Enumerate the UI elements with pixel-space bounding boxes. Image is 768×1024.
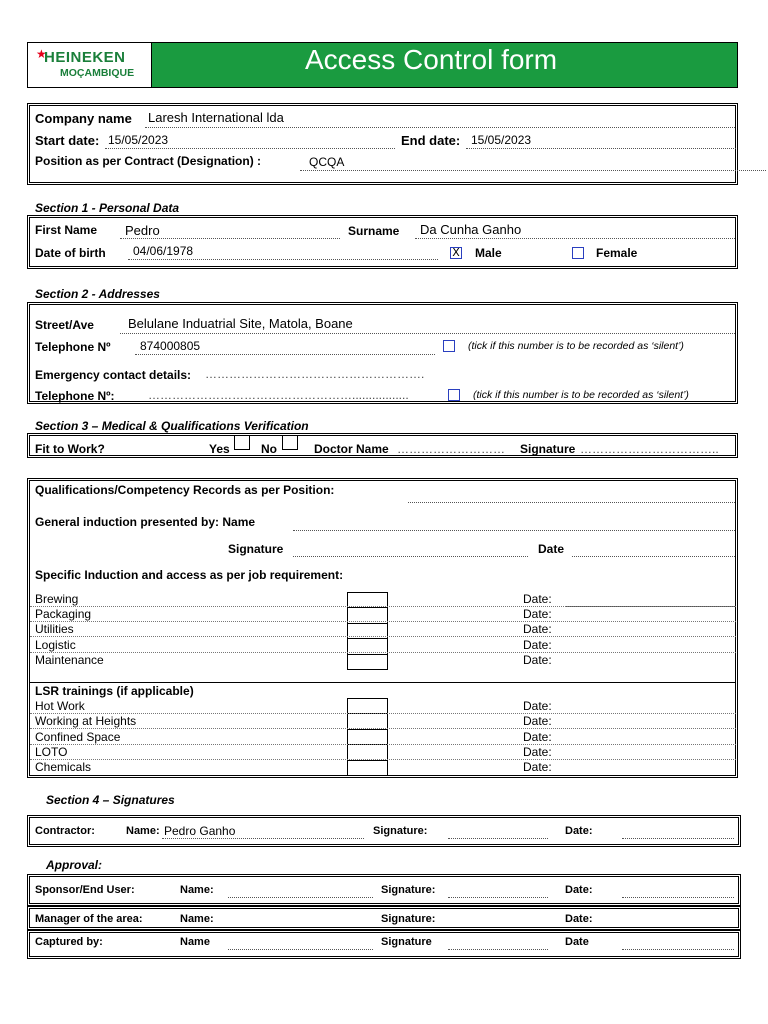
contractor-date-label: Date: [565,825,593,837]
approval-signature-line[interactable] [448,949,548,950]
approval-name-line[interactable] [228,949,373,950]
contractor-label: Contractor: [35,825,95,837]
specific-item: Maintenance [35,653,104,667]
lsr-check-grid [347,698,388,776]
doctor-signature-dots[interactable]: …………………………….. [580,442,719,456]
yes-label: Yes [209,442,230,456]
male-checkbox[interactable]: X [450,247,462,259]
approval-role: Captured by: [35,936,103,948]
first-name-label: First Name [35,223,98,237]
doctor-name-dots[interactable]: ……………………… [397,442,505,456]
approval-date-line[interactable] [622,897,734,898]
approval-signature-label: Signature: [381,884,436,896]
date-label: Date: [523,730,552,744]
date-label: Date: [523,653,552,667]
male-label: Male [475,246,502,260]
date-line [566,606,735,607]
no-box[interactable] [282,436,298,450]
records-line [408,502,735,503]
company-logo [28,43,152,87]
street-value[interactable]: Belulane Induatrial Site, Matola, Boane [128,316,353,331]
date-label: Date: [523,760,552,774]
surname-value[interactable]: Da Cunha Ganho [420,222,522,237]
star-icon: ★ [36,47,47,61]
surname-line [415,238,735,239]
approval-name-label: Name: [180,913,214,925]
contractor-name-value[interactable]: Pedro Ganho [164,824,236,838]
contractor-name-line [162,838,364,839]
date-label: Date: [523,592,552,606]
approval-date-label: Date: [565,913,593,925]
telephone-value[interactable]: 874000805 [140,339,201,353]
row-line [30,759,736,760]
approval-signature-line[interactable] [448,897,548,898]
row-line [30,713,736,714]
doctor-name-label: Doctor Name [314,442,389,456]
contractor-date-line[interactable] [622,838,734,839]
silent-checkbox[interactable] [443,340,455,352]
no-label: No [261,442,277,456]
lsr-item: Chemicals [35,760,92,774]
yes-box[interactable] [234,436,250,450]
specific-label: Specific Induction and access as per job requirement: [35,568,344,582]
approval-name-line[interactable] [228,897,373,898]
section4-heading: Section 4 – Signatures [46,793,175,807]
doctor-signature-label: Signature [520,442,576,456]
row-line [30,744,736,745]
street-line [120,333,735,334]
dob-line [128,259,438,260]
section3-heading: Section 3 – Medical & Qualifications Verification [35,419,309,433]
specific-item: Utilities [35,622,74,636]
telephone-line [135,354,435,355]
first-name-value[interactable]: Pedro [125,223,160,238]
approval-name-label: Name: [180,884,214,896]
date-label: Date: [523,638,552,652]
induction-label: General induction presented by: Name [35,515,256,529]
approval-date-label: Date [565,936,589,948]
approval-date-label: Date: [565,884,593,896]
induction-date-label: Date [538,542,565,556]
contractor-name-label: Name: [126,825,160,837]
silent-note2: (tick if this number is to be recorded as ‘silent’) [473,389,689,401]
records-label: Qualifications/Competency Records as per Position: [35,483,335,497]
surname-label: Surname [348,224,400,238]
section1-heading: Section 1 - Personal Data [35,201,180,215]
end-date-label: End date: [401,133,461,148]
contractor-signature-label: Signature: [373,825,428,837]
company-name-label: Company name [35,111,132,126]
row-line [30,621,736,622]
dob-value[interactable]: 04/06/1978 [133,244,194,258]
position-value[interactable]: QCQA [309,155,345,169]
date-label: Date: [523,714,552,728]
logo-line1: HEINEKEN [44,49,126,66]
silent2-checkbox[interactable] [448,389,460,401]
end-date-value[interactable]: 15/05/2023 [471,133,532,147]
date-label: Date: [523,622,552,636]
approval-signature-label: Signature: [381,913,436,925]
specific-item: Packaging [35,607,92,621]
approval-signature-label: Signature [381,936,432,948]
induction-signature-label: Signature [228,542,284,556]
company-name-line [145,127,735,128]
start-date-label: Start date: [35,133,100,148]
date-label: Date: [523,745,552,759]
telephone-label: Telephone Nº [35,340,111,354]
specific-item: Logistic [35,638,76,652]
approval-role: Sponsor/End User: [35,884,135,896]
row-line [30,636,736,637]
page-title: Access Control form [305,44,558,75]
approval-date-line[interactable] [622,949,734,950]
grid-cell[interactable] [348,730,387,745]
start-date-line [105,148,395,149]
lsr-item: Working at Heights [35,714,137,728]
telephone2-label: Telephone Nº: [35,389,115,403]
company-name-value[interactable]: Laresh International lda [148,110,284,125]
start-date-value[interactable]: 15/05/2023 [108,133,169,147]
end-date-line [466,148,736,149]
row-line [30,728,736,729]
emergency-label: Emergency contact details: [35,368,192,382]
date-label: Date: [523,699,552,713]
lsr-label: LSR trainings (if applicable) [35,684,194,698]
dob-label: Date of birth [35,246,106,260]
silent-note: (tick if this number is to be recorded as ‘silent’) [468,340,684,352]
specific-check-grid [347,592,388,670]
lsr-divider [30,682,736,683]
induction-date-line [572,556,735,557]
female-label: Female [596,246,638,260]
row-line [30,652,736,653]
female-checkbox[interactable] [572,247,584,259]
approval-name-label: Name [180,936,210,948]
approval-heading: Approval: [46,858,103,872]
first-name-line [120,238,340,239]
telephone2-dots[interactable]: ……………………………………………................. [148,388,409,402]
date-label: Date: [523,607,552,621]
grid-cell[interactable] [348,761,387,776]
contractor-signature-line[interactable] [448,838,548,839]
position-line [300,170,766,171]
section2-heading: Section 2 - Addresses [35,287,160,301]
approval-role: Manager of the area: [35,913,143,925]
logo-line2: MOÇAMBIQUE [60,67,135,79]
induction-name-line [293,530,735,531]
lsr-item: LOTO [35,745,68,759]
position-label: Position as per Contract (Designation) : [35,154,262,168]
lsr-item: Confined Space [35,730,121,744]
lsr-item: Hot Work [35,699,85,713]
emergency-dots[interactable]: ………………………………………………. [205,367,425,381]
specific-item: Brewing [35,592,79,606]
induction-signature-line [293,556,528,557]
fit-to-work-label: Fit to Work? [35,442,105,456]
grid-cell[interactable] [348,655,387,670]
street-label: Street/Ave [35,318,94,332]
